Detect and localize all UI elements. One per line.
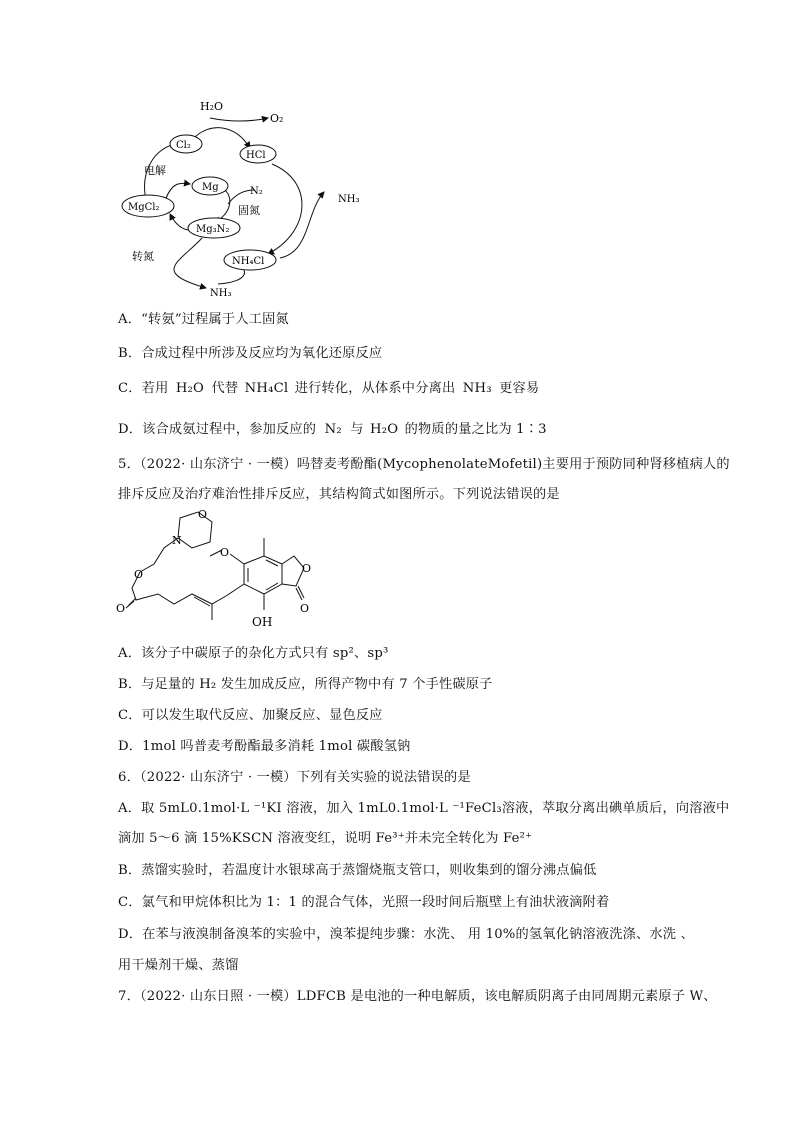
hcl-to-ammonium-arrow bbox=[268, 164, 302, 254]
q6-option-c: C．氯气和甲烷体积比为 1：1 的混合气体，光照一段时间后瓶壁上有油状液滴附着 bbox=[118, 895, 610, 910]
q6-option-d-line1: D．在苯与液溴制备溴苯的实验中，溴苯提纯步骤：水洗、 用 10%的氢氧化钠溶液洗涤、水洗 、 bbox=[118, 927, 694, 942]
q4-c-h2o: H₂O bbox=[175, 381, 205, 396]
cl2-label: Cl₂ bbox=[176, 140, 191, 151]
nh3-bottom-label: NH₃ bbox=[210, 288, 232, 299]
q4-d-post: 的物质的量之比为 1∶3 bbox=[404, 422, 547, 437]
nh4cl-label: NH₄Cl bbox=[232, 256, 265, 267]
q6-option-d-line2: 用干燥剂干燥、蒸馏 bbox=[118, 958, 239, 973]
lactone-o-label: O bbox=[302, 562, 312, 575]
q4-option-d bbox=[118, 421, 547, 439]
q6-stem: 6．（2022· 山东济宁 · 一模）下列有关实验的说法错误的是 bbox=[118, 770, 471, 785]
q4-c-nh4cl: NH₄Cl bbox=[244, 381, 289, 396]
q4-c-pre: C．若用 bbox=[118, 381, 169, 396]
q5-stem-line1: 5．（2022· 山东济宁 · 一模）吗替麦考酚酯(MycophenolateMofetil)主要用于预防同种肾移植病人的 bbox=[118, 457, 730, 472]
q5-option-a: A．该分子中碳原子的杂化方式只有 sp²、sp³ bbox=[118, 646, 389, 661]
nh3-top-label: NH₃ bbox=[338, 194, 360, 205]
fixation-label: 固氮 bbox=[238, 204, 260, 217]
hcl-label: HCl bbox=[246, 150, 266, 161]
electrolysis-label: 电解 bbox=[144, 164, 166, 177]
q4-c-nh3: NH₃ bbox=[462, 381, 492, 396]
transfer-label: 转氮 bbox=[132, 250, 154, 263]
mg3n2-label: Mg₃N₂ bbox=[196, 224, 230, 235]
methoxy-o-label: O bbox=[220, 546, 230, 559]
ester-o-label: O bbox=[134, 568, 144, 581]
q5-stem-line2: 排斥反应及治疗难治性排斥反应，其结构简式如图所示。下列说法错误的是 bbox=[118, 487, 560, 502]
q4-option-c bbox=[118, 380, 539, 398]
q7-stem: 7．（2022· 山东日照 · 一模）LDFCB 是电池的一种电解质，该电解质阴离子由同周期元素原子 W、 bbox=[118, 989, 717, 1004]
mgcl2-to-mg-arrow bbox=[166, 183, 190, 198]
q4-option-a: A．“转氨”过程属于人工固氮 bbox=[118, 312, 289, 327]
morpholine-o-label: O bbox=[198, 508, 208, 521]
mgcl2-label: MgCl₂ bbox=[128, 202, 160, 213]
h2o-label: H₂O bbox=[200, 100, 224, 113]
mg-label: Mg bbox=[202, 182, 219, 193]
q4-d-n2: N₂ bbox=[324, 422, 342, 437]
q4-d-mid: 与 bbox=[350, 422, 364, 437]
q4-option-b: B．合成过程中所涉及反应均为氧化还原反应 bbox=[118, 346, 383, 361]
transfer-arrow bbox=[174, 238, 206, 288]
morpholine-n-label: N bbox=[172, 534, 182, 547]
ammonia-cycle-diagram bbox=[110, 92, 370, 304]
q5-option-d: D．1mol 吗普麦考酚酯最多消耗 1mol 碳酸氢钠 bbox=[118, 739, 411, 754]
benzene-ring bbox=[244, 556, 282, 594]
ester-chain bbox=[132, 572, 226, 604]
q6-option-b: B．蒸馏实验时，若温度计水银球高于蒸馏烧瓶支管口，则收集到的馏分沸点偏低 bbox=[118, 863, 597, 878]
q5-option-b: B．与足量的 H₂ 发生加成反应，所得产物中有 7 个手性碳原子 bbox=[118, 677, 493, 692]
o2-label: O₂ bbox=[270, 112, 284, 125]
lactone-carbonyl-o-label: O bbox=[300, 602, 310, 615]
q4-c-mid2: 进行转化，从体系中分离出 bbox=[294, 381, 456, 396]
n2-label: N₂ bbox=[250, 186, 263, 197]
q6-option-a-line2: 滴加 5～6 滴 15%KSCN 溶液变红，说明 Fe³⁺并未完全转化为 Fe²⁺ bbox=[118, 831, 533, 846]
mycophenolate-structure bbox=[114, 508, 344, 632]
q4-d-h2o: H₂O bbox=[370, 422, 399, 437]
q4-c-post: 更容易 bbox=[499, 381, 540, 396]
q5-option-c: C．可以发生取代反应、加聚反应、显色反应 bbox=[118, 708, 383, 723]
q4-d-pre: D．该合成氨过程中，参加反应的 bbox=[118, 422, 317, 437]
q6-option-a-line1: A．取 5mL0.1mol·L ⁻¹KI 溶液，加入 1mL0.1mol·L ⁻¹FeCl₃溶液，萃取分离出碘单质后，向溶液中 bbox=[118, 801, 730, 816]
carbonyl-o-label: O bbox=[116, 602, 126, 615]
q4-c-mid1: 代替 bbox=[211, 381, 239, 396]
water-to-oxygen-arrow bbox=[210, 118, 268, 121]
hydroxyl-label: OH bbox=[252, 615, 273, 629]
